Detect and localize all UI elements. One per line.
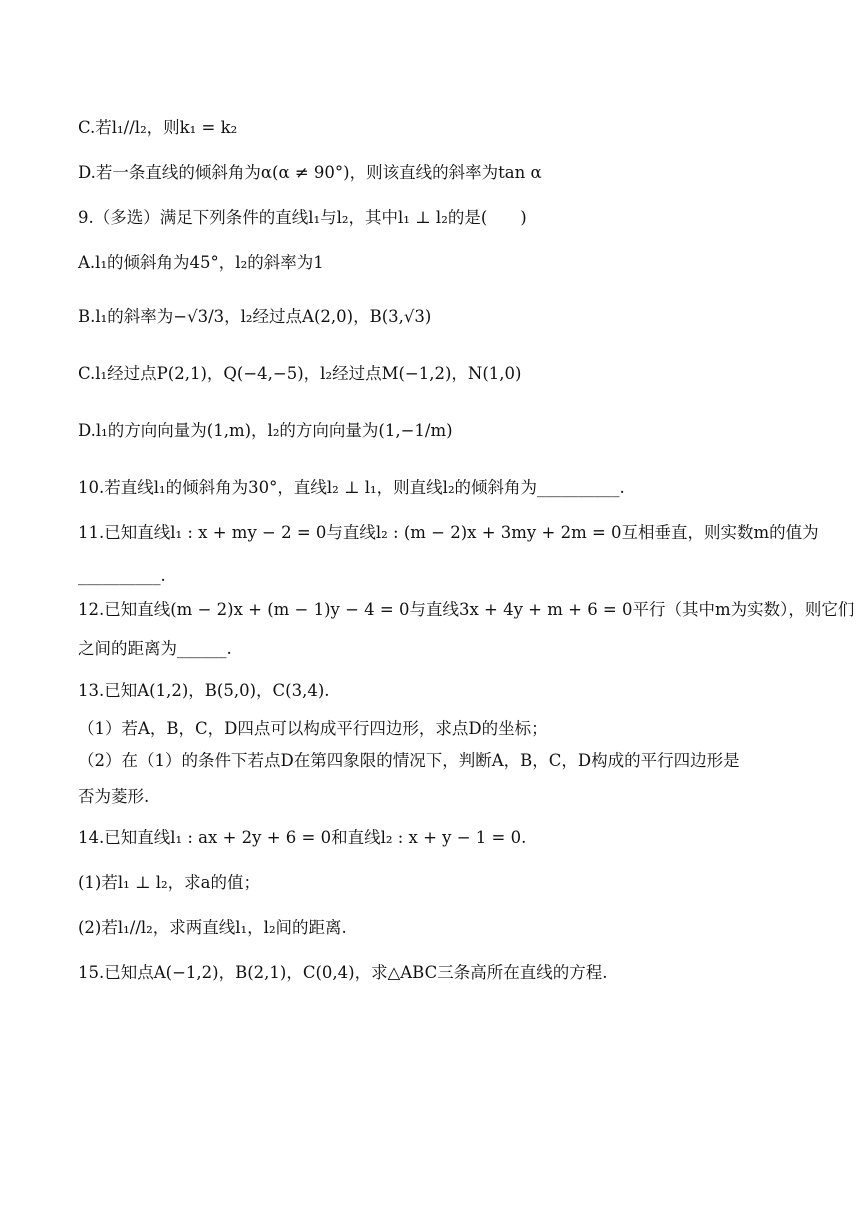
- option-b-9: B.l₁的斜率为−√3/3，l₂经过点A(2,0)，B(3,√3): [78, 307, 432, 326]
- question-9: 9.（多选）满足下列条件的直线l₁与l₂，其中l₁ ⊥ l₂的是( ): [78, 208, 527, 227]
- option-d-8: D.若一条直线的倾斜角为α(α ≠ 90°)，则该直线的斜率为tan α: [78, 163, 542, 182]
- question-13-part-1: （1）若A，B，C，D四点可以构成平行四边形，求点D的坐标；: [78, 719, 548, 738]
- question-15: 15.已知点A(−1,2)，B(2,1)，C(0,4)，求△ABC三条高所在直线的方程.: [78, 963, 608, 982]
- question-13-part-2-cont: 否为菱形.: [78, 787, 150, 806]
- question-13: 13.已知A(1,2)，B(5,0)，C(3,4).: [78, 681, 330, 700]
- question-14-part-1: (1)若l₁ ⊥ l₂，求a的值；: [78, 873, 260, 892]
- question-12: 12.已知直线(m − 2)x + (m − 1)y − 4 = 0与直线3x + 4y + m + 6 = 0平行（其中m为实数），则它们: [78, 600, 855, 619]
- question-10: 10.若直线l₁的倾斜角为30°，直线l₂ ⊥ l₁，则直线l₂的倾斜角为__________.: [78, 478, 625, 497]
- option-a-9: A.l₁的倾斜角为45°，l₂的斜率为1: [78, 253, 324, 272]
- question-14-part-2: (2)若l₁//l₂，求两直线l₁，l₂间的距离.: [78, 918, 347, 937]
- question-11: 11.已知直线l₁ : x + my − 2 = 0与直线l₂ : (m − 2)x + 3my + 2m = 0互相垂直，则实数m的值为: [78, 523, 819, 542]
- question-11-blank: __________.: [78, 566, 166, 585]
- option-c-8: C.若l₁//l₂，则k₁ = k₂: [78, 118, 238, 137]
- option-d-9: D.l₁的方向向量为(1,m)，l₂的方向向量为(1,−1/m): [78, 421, 453, 440]
- question-13-part-2: （2）在（1）的条件下若点D在第四象限的情况下，判断A，B，C，D构成的平行四边形是: [78, 751, 740, 770]
- option-c-9: C.l₁经过点P(2,1)，Q(−4,−5)，l₂经过点M(−1,2)，N(1,0): [78, 364, 522, 383]
- question-14: 14.已知直线l₁ : ax + 2y + 6 = 0和直线l₂ : x + y − 1 = 0.: [78, 828, 527, 847]
- question-12-cont: 之间的距离为______.: [78, 639, 232, 658]
